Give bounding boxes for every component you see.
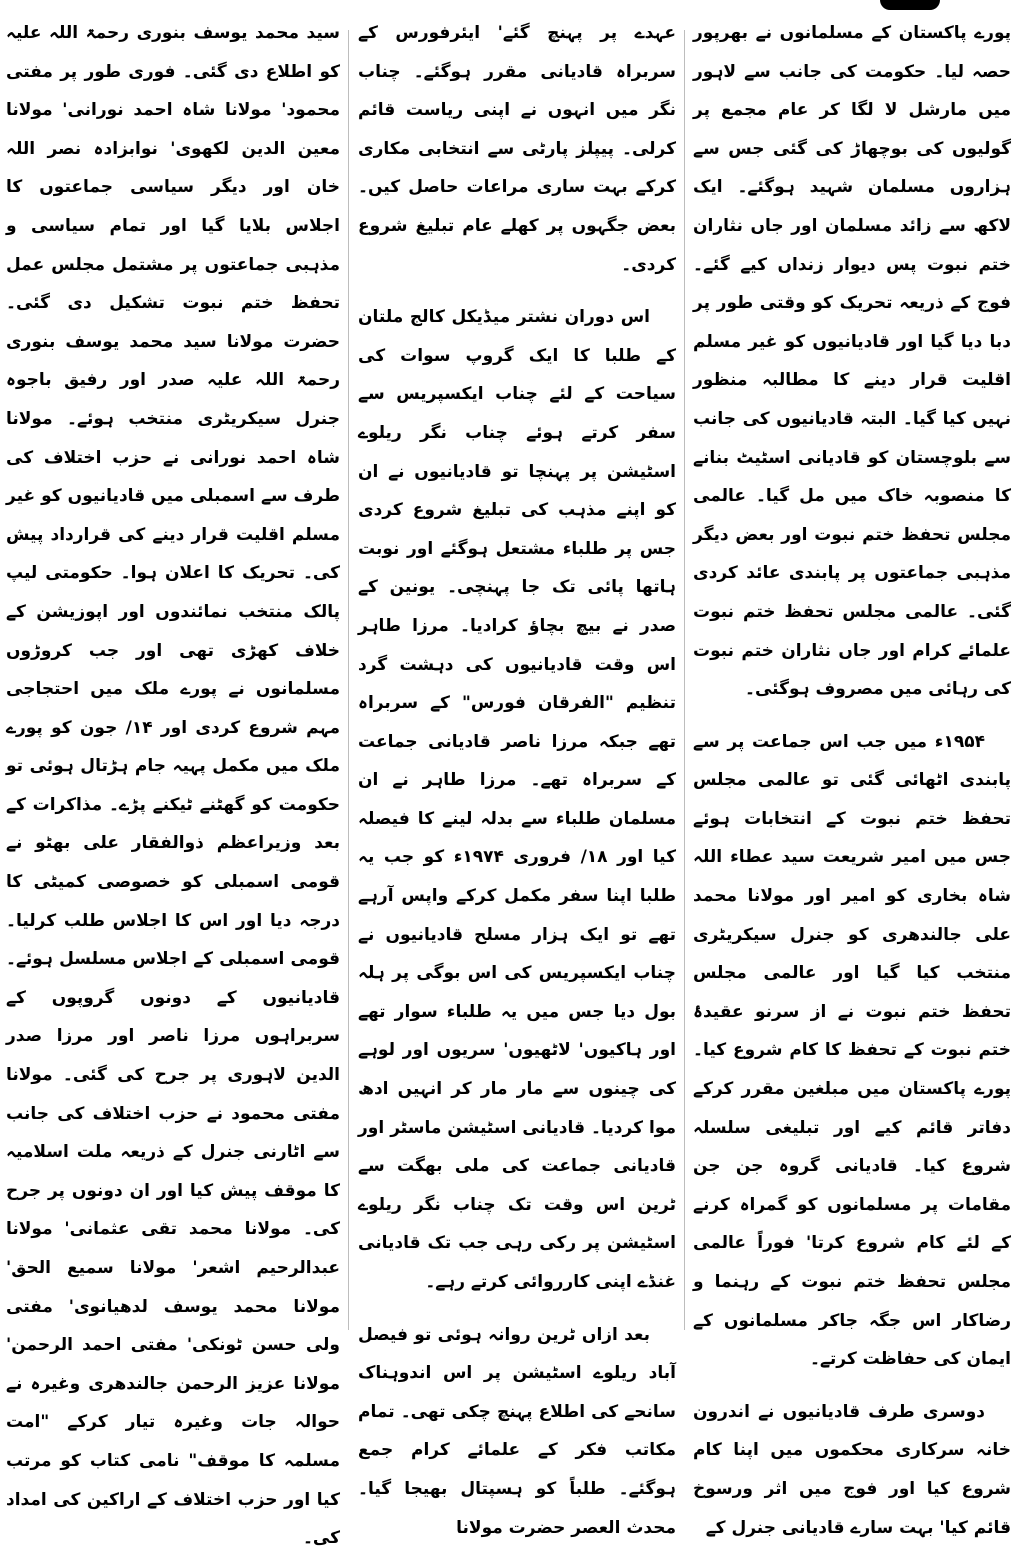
paragraph: عہدے پر پہنچ گئے' ایئرفورس کے سربراہ قادیانی مقرر ہوگئے۔ چناب نگر میں انہوں نے اپنی ریاست قائم کرلی۔ پیپلز پارٹی سے انتخابی مکاری کرکے بہت ساری مراعات حاصل کیں۔ بعض جگہوں پر کھلے عام تبلیغ شروع کردی۔ [358, 23, 676, 275]
column-divider [348, 30, 349, 1330]
text-column-left [6, 14, 341, 1549]
text-column-middle [358, 14, 676, 1538]
paragraph: ۱۹۵۴ء میں جب اس جماعت پر سے پابندی اٹھائی گئی تو عالمی مجلس تحفظ ختم نبوت کے انتخابات ہوئے جس میں امیر شریعت سید عطاء اللہ شاہ بخاری کو امیر اور مولانا محمد علی جالندھری کو جنرل سیکریٹری منتخب کیا گیا اور عالمی مجلس تحفظ ختم نبوت نے از سرنو عقیدۂ ختم نبوت کے تحفظ کا کام شروع کیا۔ پورے پاکستان میں مبلغین مقرر کرکے دفاتر قائم کیے اور تبلیغی سلسلہ شروع کیا۔ قادیانی گروہ جن جن مقامات پر مسلمانوں کو گمراہ کرنے کے لئے کام شروع کرتا' فوراً عالمی مجلس تحفظ ختم نبوت کے رہنما و رضاکار اس جگہ جاکر مسلمانوں کے ایمان کی حفاظت کرتے۔ [693, 731, 1011, 1370]
text-column-right [693, 14, 1011, 1538]
column-divider [684, 30, 685, 1330]
paragraph: پورے پاکستان کے مسلمانوں نے بھرپور حصہ لیا۔ حکومت کی جانب سے لاہور میں مارشل لا لگا کر عام مجمع پر گولیوں کی بوچھاڑ کی گئی جس سے ہزاروں مسلمان شہید ہوگئے۔ ایک لاکھ سے زائد مسلمان اور جاں نثاران ختم نبوت پس دیوار زنداں کیے گئے۔ فوج کے ذریعہ تحریک کو وقتی طور پر دبا دیا گیا اور قادیانیوں کو غیر مسلم اقلیت قرار دینے کا مطالبہ منظور نہیں کیا گیا۔ البتہ قادیانیوں کی جانب سے بلوچستان کو قادیانی اسٹیٹ بنانے کا منصوبہ خاک میں مل گیا۔ عالمی مجلس تحفظ ختم نبوت اور بعض دیگر مذہبی جماعتوں پر پابندی عائد کردی گئی۔ عالمی مجلس تحفظ ختم نبوت علمائے کرام اور جاں نثاران ختم نبوت کی رہائی میں مصروف ہوگئی۔ [693, 23, 1011, 700]
page-corner-mark [880, 0, 940, 10]
paragraph: بعد ازاں ٹرین روانہ ہوئی تو فیصل آباد ریلوے اسٹیشن پر اس اندوہناک سانحے کی اطلاع پہنچ چکی تھی۔ تمام مکاتب فکر کے علمائے کرام جمع ہوگئے۔ طلباً کو ہسپتال بھیجا گیا۔ محدث العصر حضرت مولانا [358, 1324, 676, 1538]
paragraph: دوسری طرف قادیانیوں نے اندرون خانہ سرکاری محکموں میں اپنا کام شروع کیا اور فوج میں اثر ورسوخ قائم کیا' بہت سارے قادیانی جنرل کے [693, 1401, 1011, 1538]
paragraph: سید محمد یوسف بنوری رحمۃ اللہ علیہ کو اطلاع دی گئی۔ فوری طور پر مفتی محمود' مولانا شاہ احمد نورانی' مولانا معین الدین لکھوی' نوابزادہ نصر اللہ خان اور دیگر سیاسی جماعتوں کا اجلاس بلایا گیا اور تمام سیاسی و مذہبی جماعتوں پر مشتمل مجلس عمل تحفظ ختم نبوت تشکیل دی گئی۔ حضرت مولانا سید محمد یوسف بنوری رحمۃ اللہ علیہ صدر اور رفیق باجوہ جنرل سیکریٹری منتخب ہوئے۔ مولانا شاہ احمد نورانی نے حزب اختلاف کی طرف سے اسمبلی میں قادیانیوں کو غیر مسلم اقلیت قرار دینے کی قرارداد پیش کی۔ تحریک کا اعلان ہوا۔ حکومتی لیپ پالک منتخب نمائندوں اور اپوزیشن کے خلاف کھڑی تھی اور جب کروڑوں مسلمانوں نے پورے ملک میں احتجاجی مہم شروع کردی اور ۱۴/ جون کو پورے ملک میں مکمل پہیہ جام ہڑتال ہوئی تو حکومت کو گھٹنے ٹیکنے پڑے۔ مذاکرات کے بعد وزیراعظم ذوالفقار علی بھٹو نے قومی اسمبلی کو خصوصی کمیٹی کا درجہ دیا اور اس کا اجلاس طلب کرلیا۔ قومی اسمبلی کے اجلاس مسلسل ہوئے۔ قادیانیوں کے دونوں گروپوں کے سربراہوں مرزا ناصر اور مرزا صدر الدین لاہوری پر جرح کی گئی۔ مولانا مفتی محمود نے حزب اختلاف کی جانب سے اٹارنی جنرل کے ذریعہ ملت اسلامیہ کا موقف پیش کیا اور ان دونوں پر جرح کی۔ مولانا محمد تقی عثمانی' مولانا عبدالرحیم اشعر' مولانا سمیع الحق' مولانا محمد یوسف لدھیانوی' مفتی ولی حسن ٹونکی' مفتی احمد الرحمن' مولانا عزیز الرحمن جالندھری وغیرہ نے حوالہ جات وغیرہ تیار کرکے "امت مسلمہ کا موقف" نامی کتاب کو مرتب کیا اور حزب اختلاف کے اراکین کی امداد کی۔ [6, 23, 341, 1549]
paragraph: اس دوران نشتر میڈیکل کالج ملتان کے طلبا کا ایک گروپ سوات کی سیاحت کے لئے چناب ایکسپریس سے سفر کرتے ہوئے چناب نگر ریلوے اسٹیشن پر پہنچا تو قادیانیوں نے ان کو اپنے مذہب کی تبلیغ شروع کردی جس پر طلباء مشتعل ہوگئے اور نوبت ہاتھا پائی تک جا پہنچی۔ یونین کے صدر نے بیچ بچاؤ کرادیا۔ مرزا طاہر اس وقت قادیانیوں کی دہشت گرد تنظیم "الفرقان فورس" کے سربراہ تھے جبکہ مرزا ناصر قادیانی جماعت کے سربراہ تھے۔ مرزا طاہر نے ان مسلمان طلباء سے بدلہ لینے کا فیصلہ کیا اور ۱۸/ فروری ۱۹۷۴ء کو جب یہ طلبا اپنا سفر مکمل کرکے واپس آرہے تھے تو ایک ہزار مسلح قادیانیوں نے چناب ایکسپریس کی اس بوگی پر ہلہ بول دیا جس میں یہ طلباء سوار تھے اور ہاکیوں' لاٹھیوں' سریوں اور لوہے کی چینوں سے مار مار کر انہیں ادھ موا کردیا۔ قادیانی اسٹیشن ماسٹر اور قادیانی جماعت کی ملی بھگت سے ٹرین اس وقت تک چناب نگر ریلوے اسٹیشن پر رکی رہی جب تک قادیانی غنڈے اپنی کارروائی کرتے رہے۔ [358, 307, 676, 1292]
